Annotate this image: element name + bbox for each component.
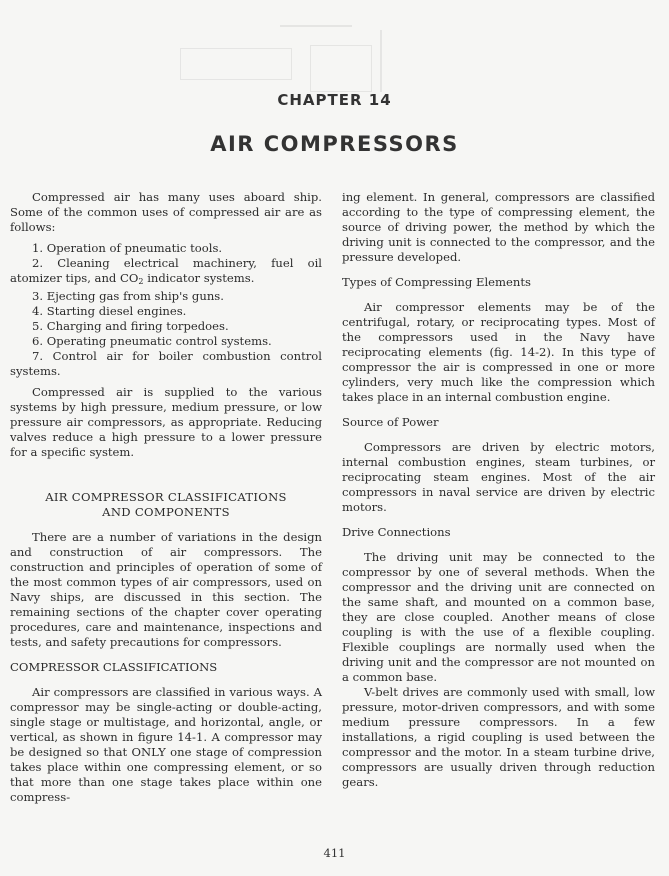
- list-item: 3. Ejecting gas from ship's guns.: [32, 289, 224, 303]
- page-number: 411: [323, 846, 346, 860]
- list-item: 5. Charging and firing torpedoes.: [32, 319, 229, 333]
- power-paragraph: Compressors are driven by electric motors, internal combustion engines, steam turbines, or reciprocating steam engines. Most of the air compressors in naval service are driven by electric motors.: [342, 440, 655, 514]
- section-heading: AIR COMPRESSOR CLASSIFICATIONS AND COMPONENTS: [45, 490, 287, 519]
- uses-list: [10, 241, 322, 379]
- chapter-title: AIR COMPRESSORS: [210, 132, 459, 156]
- list-item: 1. Operation of pneumatic tools.: [32, 241, 223, 255]
- list-item: 2. Cleaning electrical machinery, fuel oil atomizer tips, and $CO_2$ indicator systems.: [10, 256, 322, 286]
- chapter-label: CHAPTER 14: [277, 91, 392, 109]
- right-column: [342, 190, 655, 790]
- types-paragraph: Air compressor elements may be of the centrifugal, rotary, or reciprocating types. Most of the compressors used in the Navy have reciprocating elements (fig. 14-2). In this type of compressor the air is compressed in one or more cylinders, very much like the compression which takes place in an internal combustion engine.: [342, 300, 655, 404]
- supply-paragraph: Compressed air is supplied to the various systems by high pressure, medium pressure, or low pressure air compressors, as appropriate. Reducing valves reduce a high pressure to a lower pressure for a specific system.: [10, 385, 322, 459]
- list-item: 6. Operating pneumatic control systems.: [32, 334, 272, 348]
- left-column: [10, 190, 322, 805]
- list-item: 7. Control air for boiler combustion control systems.: [10, 349, 322, 378]
- vbelt-paragraph: V-belt drives are commonly used with small, low pressure, motor-driven compressors, and with some medium pressure compressors. In a few installations, a rigid coupling is used between the compressor and the motor. In a steam turbine drive, compressors are usually driven through reduction gears.: [342, 685, 655, 789]
- drive-heading: Drive Connections: [342, 525, 451, 539]
- continuation-paragraph: ing element. In general, compressors are classified according to the type of compressing element, the source of driving power, the method by which the driving unit is connected to the compressor, and the pressure developed.: [342, 190, 655, 264]
- intro-paragraph: Compressed air has many uses aboard ship. Some of the common uses of compressed air are as follows:: [10, 190, 322, 234]
- section-paragraph: There are a number of variations in the design and construction of air compressors. The construction and principles of operation of some of the most common types of air compressors, used on Navy ships, are discussed in this section. The remaining sections of the chapter cover operating procedures, care and maintenance, inspections and tests, and safety precautions for compressors.: [10, 530, 322, 649]
- drive-paragraph: The driving unit may be connected to the compressor by one of several methods. When the compressor and the driving unit are connected on the same shaft, and mounted on a common base, they are close coupled. Another means of close coupling is with the use of a flexible coupling. Flexible couplings are normally used when the driving unit and the compressor are not mounted on a common base.: [342, 550, 655, 684]
- list-item: 4. Starting diesel engines.: [32, 304, 187, 318]
- classifications-paragraph: Air compressors are classified in various ways. A compressor may be single-acting or double-acting, single stage or multistage, and horizontal, angle, or vertical, as shown in figure 14-1. A compressor may be designed so that ONLY one stage of compression takes place within one compressing element, or so that more than one stage takes place within one compress-: [10, 685, 322, 804]
- classifications-heading: COMPRESSOR CLASSIFICATIONS: [10, 660, 218, 674]
- power-heading: Source of Power: [342, 415, 439, 429]
- types-heading: Types of Compressing Elements: [342, 275, 531, 289]
- bleed-through-figure: [140, 20, 540, 90]
